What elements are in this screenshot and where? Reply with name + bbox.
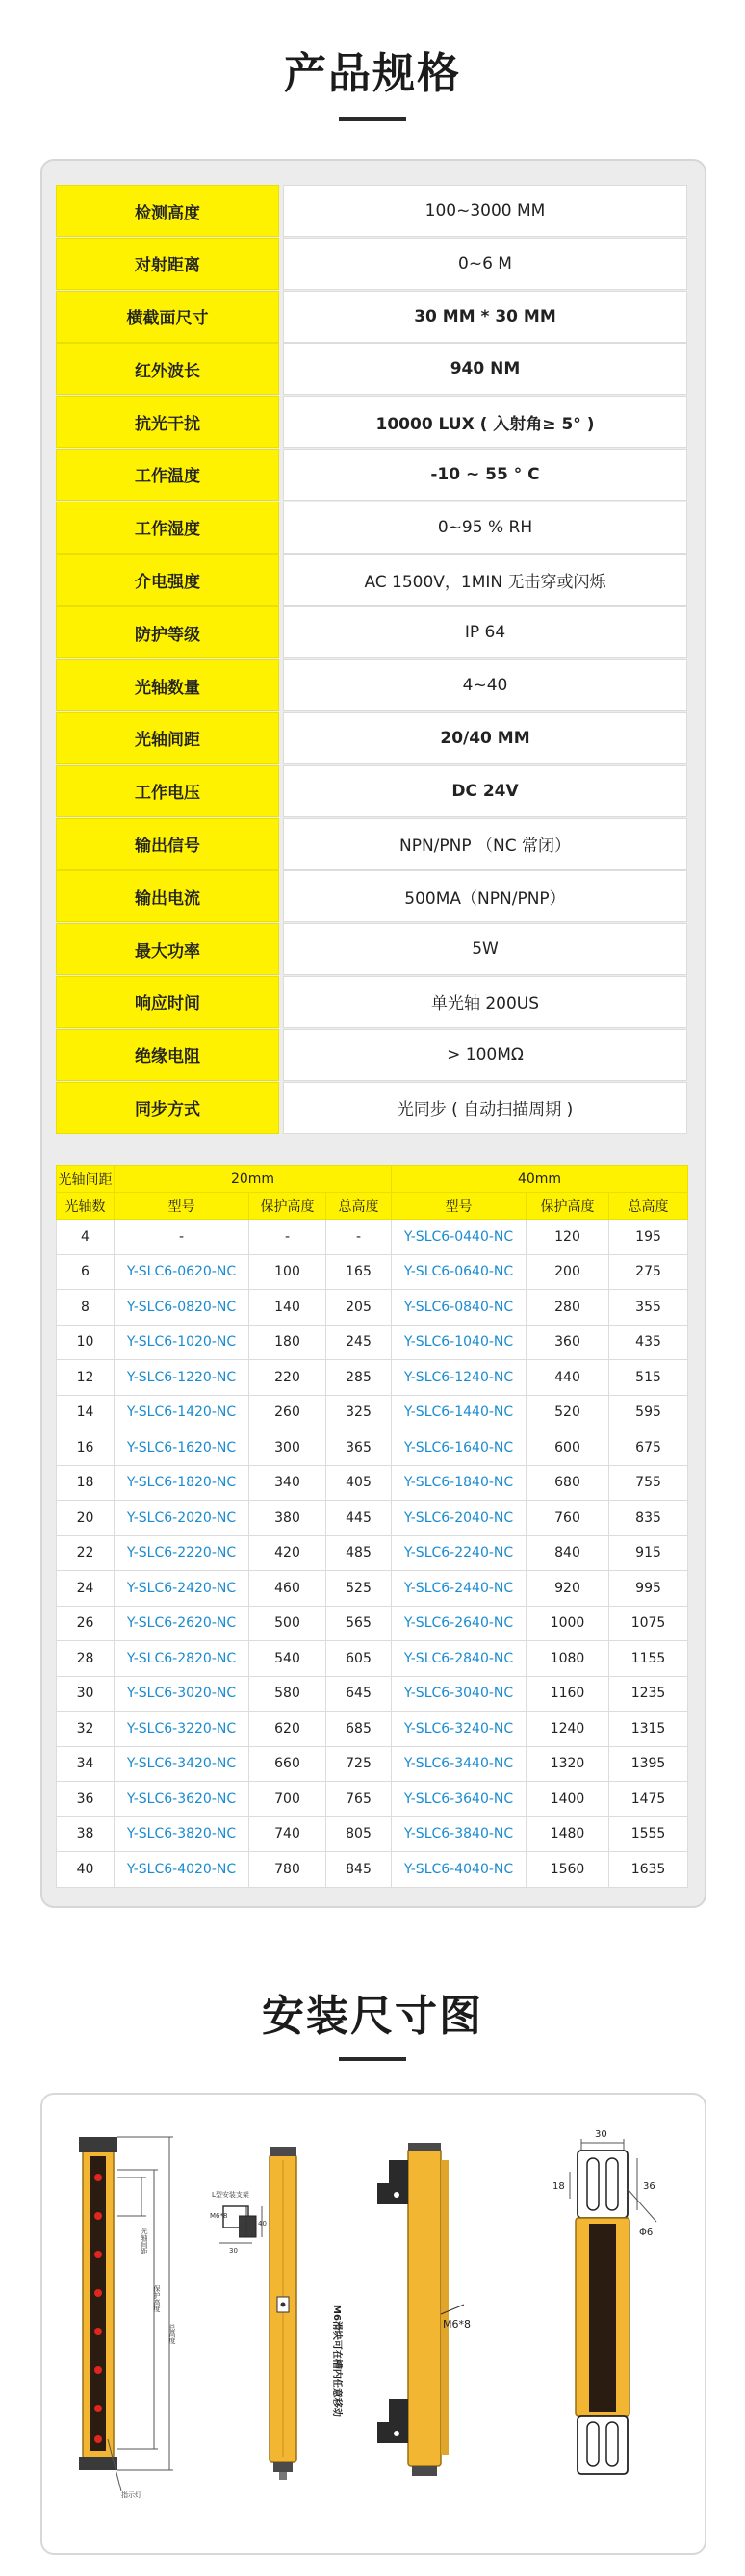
model-number: Y-SLC6-1440-NC	[392, 1395, 527, 1430]
table-cell: 1320	[527, 1746, 609, 1782]
model-number: Y-SLC6-1020-NC	[115, 1325, 249, 1360]
table-cell: 680	[527, 1465, 609, 1501]
spec-value: > 100MΩ	[283, 1029, 687, 1081]
model-number: Y-SLC6-3240-NC	[392, 1712, 527, 1747]
model-number: Y-SLC6-4020-NC	[115, 1852, 249, 1888]
table-row	[57, 1501, 688, 1536]
spec-value: 10000 LUX ( 入射角≥ 5° )	[283, 396, 687, 448]
model-number: Y-SLC6-2840-NC	[392, 1641, 527, 1677]
model-number: Y-SLC6-1840-NC	[392, 1465, 527, 1501]
table-cell: 340	[249, 1465, 326, 1501]
model-number: Y-SLC6-2420-NC	[115, 1571, 249, 1607]
table-cell: 280	[527, 1290, 609, 1326]
spec-row	[56, 870, 687, 922]
table-cell: 38	[57, 1816, 115, 1852]
spec-value: -10 ~ 55 ° C	[283, 449, 687, 501]
table-cell: 275	[609, 1254, 688, 1290]
table-cell: 995	[609, 1571, 688, 1607]
fig4-width-dim: 30	[595, 2129, 607, 2140]
spec-row	[56, 1029, 687, 1081]
table-row	[57, 1712, 688, 1747]
table-cell: 1560	[527, 1852, 609, 1888]
table-cell: 1240	[527, 1712, 609, 1747]
table-cell: 620	[249, 1712, 326, 1747]
table-cell: 380	[249, 1501, 326, 1536]
model-number: Y-SLC6-1040-NC	[392, 1325, 527, 1360]
fig1-pitch-label: 光轴间距	[141, 2228, 148, 2254]
table-cell: 515	[609, 1360, 688, 1396]
table-cell: 485	[326, 1535, 392, 1571]
table-cell: 675	[609, 1430, 688, 1466]
table-cell: 1475	[609, 1782, 688, 1817]
model-number: Y-SLC6-3040-NC	[392, 1676, 527, 1712]
table-cell: 445	[326, 1501, 392, 1536]
table-cell: 30	[57, 1676, 115, 1712]
spec-row	[56, 1082, 687, 1134]
table-cell: 34	[57, 1746, 115, 1782]
spec-value: 单光轴 200US	[283, 976, 687, 1028]
column-header: 型号	[115, 1193, 249, 1220]
table-row	[57, 1290, 688, 1326]
table-row	[57, 1430, 688, 1466]
spec-table	[56, 185, 687, 1134]
column-header: 保护高度	[527, 1193, 609, 1220]
table-cell: 120	[527, 1220, 609, 1255]
table-cell: 165	[326, 1254, 392, 1290]
table-cell: 1235	[609, 1676, 688, 1712]
spec-row	[56, 185, 687, 237]
spec-row	[56, 659, 687, 711]
table-cell: 200	[527, 1254, 609, 1290]
table-cell: 36	[57, 1782, 115, 1817]
model-number: Y-SLC6-1420-NC	[115, 1395, 249, 1430]
table-cell: 1555	[609, 1816, 688, 1852]
model-number: Y-SLC6-1640-NC	[392, 1430, 527, 1466]
spec-value: 光同步 ( 自动扫描周期 )	[283, 1082, 687, 1134]
sensor-bracket-view	[377, 2143, 464, 2476]
table-row	[57, 1816, 688, 1852]
table-cell: 1160	[527, 1676, 609, 1712]
spec-value: 30 MM * 30 MM	[283, 291, 687, 343]
table-row	[57, 1571, 688, 1607]
fig2-height-dim: 40	[258, 2220, 267, 2228]
column-header: 保护高度	[249, 1193, 326, 1220]
model-number: Y-SLC6-3640-NC	[392, 1782, 527, 1817]
spec-label: 光轴数量	[56, 659, 279, 711]
model-number: Y-SLC6-3420-NC	[115, 1746, 249, 1782]
model-number: Y-SLC6-2220-NC	[115, 1535, 249, 1571]
table-cell: 765	[326, 1782, 392, 1817]
sensor-front-view	[79, 2137, 173, 2491]
fig4-hole-dim: Φ6	[639, 2228, 654, 2238]
model-group-header	[57, 1166, 688, 1193]
table-cell: 365	[326, 1430, 392, 1466]
table-cell: 6	[57, 1254, 115, 1290]
model-number: Y-SLC6-0620-NC	[115, 1254, 249, 1290]
table-cell: 1635	[609, 1852, 688, 1888]
fig1-total-height-label: 总高度	[168, 2324, 176, 2344]
spec-row	[56, 396, 687, 448]
table-row	[57, 1641, 688, 1677]
table-cell: 845	[326, 1852, 392, 1888]
model-number: Y-SLC6-1240-NC	[392, 1360, 527, 1396]
spec-title-underline	[339, 117, 406, 121]
spec-row	[56, 606, 687, 658]
spec-row	[56, 291, 687, 343]
spec-label: 抗光干扰	[56, 396, 279, 448]
table-cell: 220	[249, 1360, 326, 1396]
dimension-title-underline	[339, 2057, 406, 2061]
fig2-bracket-label: L型安装支架	[212, 2191, 249, 2199]
spec-value: 100~3000 MM	[283, 185, 687, 237]
table-row	[57, 1535, 688, 1571]
table-cell: 4	[57, 1220, 115, 1255]
table-row	[57, 1606, 688, 1641]
table-cell: 435	[609, 1325, 688, 1360]
spec-row	[56, 502, 687, 554]
table-cell: -	[326, 1220, 392, 1255]
table-cell: 32	[57, 1712, 115, 1747]
table-row	[57, 1746, 688, 1782]
fig3-screw-label: M6*8	[443, 2318, 471, 2331]
spec-value: 4~40	[283, 659, 687, 711]
column-header: 总高度	[326, 1193, 392, 1220]
group-20mm-header: 20mm	[115, 1166, 392, 1193]
table-row	[57, 1395, 688, 1430]
model-number: Y-SLC6-3620-NC	[115, 1782, 249, 1817]
model-number: Y-SLC6-0440-NC	[392, 1220, 527, 1255]
table-cell: 245	[326, 1325, 392, 1360]
table-cell: 440	[527, 1360, 609, 1396]
table-cell: 1395	[609, 1746, 688, 1782]
table-cell: 595	[609, 1395, 688, 1430]
spec-label: 防护等级	[56, 606, 279, 658]
spec-label: 最大功率	[56, 923, 279, 975]
table-cell: 300	[249, 1430, 326, 1466]
table-cell: 915	[609, 1535, 688, 1571]
dimension-section-title: 安装尺寸图	[262, 1992, 483, 2041]
table-row	[57, 1254, 688, 1290]
table-cell: 525	[326, 1571, 392, 1607]
table-cell: 12	[57, 1360, 115, 1396]
table-cell: 760	[527, 1501, 609, 1536]
fig2-slider-note: M6滑块可在槽内任意移动	[331, 2305, 342, 2417]
spec-row	[56, 554, 687, 606]
group-40mm-header: 40mm	[392, 1166, 688, 1193]
table-cell: 740	[249, 1816, 326, 1852]
table-cell: 1480	[527, 1816, 609, 1852]
table-cell: 755	[609, 1465, 688, 1501]
table-cell: 600	[527, 1430, 609, 1466]
spec-row	[56, 343, 687, 395]
spec-section-title: 产品规格	[284, 49, 461, 98]
table-cell: 100	[249, 1254, 326, 1290]
table-cell: 8	[57, 1290, 115, 1326]
spec-row	[56, 238, 687, 290]
spec-value: 500MA（NPN/PNP）	[283, 870, 687, 922]
spec-label: 工作湿度	[56, 502, 279, 554]
model-number: Y-SLC6-3020-NC	[115, 1676, 249, 1712]
model-number: Y-SLC6-3440-NC	[392, 1746, 527, 1782]
table-cell: 805	[326, 1816, 392, 1852]
table-cell: 140	[249, 1290, 326, 1326]
table-cell: 1075	[609, 1606, 688, 1641]
spec-value: 0~95 % RH	[283, 502, 687, 554]
table-cell: 500	[249, 1606, 326, 1641]
table-cell: 18	[57, 1465, 115, 1501]
table-cell: 16	[57, 1430, 115, 1466]
table-cell: 920	[527, 1571, 609, 1607]
table-cell: 180	[249, 1325, 326, 1360]
table-cell: 645	[326, 1676, 392, 1712]
table-cell: -	[249, 1220, 326, 1255]
spec-label: 绝缘电阻	[56, 1029, 279, 1081]
spec-label: 检测高度	[56, 185, 279, 237]
spec-value: 940 NM	[283, 343, 687, 395]
model-number: Y-SLC6-1220-NC	[115, 1360, 249, 1396]
table-cell: -	[115, 1220, 249, 1255]
table-cell: 835	[609, 1501, 688, 1536]
table-cell: 685	[326, 1712, 392, 1747]
model-column-header	[57, 1193, 688, 1220]
table-cell: 605	[326, 1641, 392, 1677]
table-row	[57, 1360, 688, 1396]
spec-value: NPN/PNP （NC 常闭）	[283, 818, 687, 870]
table-cell: 700	[249, 1782, 326, 1817]
table-cell: 540	[249, 1641, 326, 1677]
spec-row	[56, 712, 687, 764]
spec-label: 输出信号	[56, 818, 279, 870]
spec-row	[56, 818, 687, 870]
spec-label: 介电强度	[56, 554, 279, 606]
column-header: 光轴数	[57, 1193, 115, 1220]
table-cell: 325	[326, 1395, 392, 1430]
table-row	[57, 1220, 688, 1255]
model-table	[56, 1165, 688, 1888]
table-row	[57, 1676, 688, 1712]
model-number: Y-SLC6-3840-NC	[392, 1816, 527, 1852]
model-number: Y-SLC6-2440-NC	[392, 1571, 527, 1607]
table-cell: 26	[57, 1606, 115, 1641]
model-number: Y-SLC6-3220-NC	[115, 1712, 249, 1747]
table-cell: 360	[527, 1325, 609, 1360]
table-cell: 420	[249, 1535, 326, 1571]
model-number: Y-SLC6-2240-NC	[392, 1535, 527, 1571]
table-cell: 660	[249, 1746, 326, 1782]
fig4-slot-dim: 18	[552, 2181, 565, 2192]
model-number: Y-SLC6-2820-NC	[115, 1641, 249, 1677]
table-cell: 405	[326, 1465, 392, 1501]
model-number: Y-SLC6-0640-NC	[392, 1254, 527, 1290]
spec-row	[56, 976, 687, 1028]
table-cell: 1155	[609, 1641, 688, 1677]
spec-label: 对射距离	[56, 238, 279, 290]
fig4-height-dim: 36	[643, 2181, 655, 2192]
table-cell: 780	[249, 1852, 326, 1888]
table-cell: 40	[57, 1852, 115, 1888]
table-cell: 1080	[527, 1641, 609, 1677]
table-cell: 580	[249, 1676, 326, 1712]
fig2-screw-label: M6*8	[210, 2212, 228, 2220]
column-header: 型号	[392, 1193, 527, 1220]
table-cell: 195	[609, 1220, 688, 1255]
table-cell: 1000	[527, 1606, 609, 1641]
spec-value: 5W	[283, 923, 687, 975]
fig2-width-dim: 30	[229, 2247, 238, 2254]
pitch-header: 光轴间距	[57, 1166, 115, 1193]
spec-value: IP 64	[283, 606, 687, 658]
model-number: Y-SLC6-4040-NC	[392, 1852, 527, 1888]
spec-label: 光轴间距	[56, 712, 279, 764]
table-cell: 205	[326, 1290, 392, 1326]
spec-label: 响应时间	[56, 976, 279, 1028]
fig1-indicator-label: 指示灯	[121, 2491, 141, 2499]
spec-label: 横截面尺寸	[56, 291, 279, 343]
fig1-protect-height-label: 保护高度	[153, 2285, 161, 2312]
model-number: Y-SLC6-3820-NC	[115, 1816, 249, 1852]
model-number: Y-SLC6-0840-NC	[392, 1290, 527, 1326]
table-row	[57, 1782, 688, 1817]
spec-value: AC 1500V，1MIN 无击穿或闪烁	[283, 554, 687, 606]
table-cell: 20	[57, 1501, 115, 1536]
spec-row	[56, 765, 687, 817]
table-cell: 1315	[609, 1712, 688, 1747]
spec-label: 同步方式	[56, 1082, 279, 1134]
model-number: Y-SLC6-1820-NC	[115, 1465, 249, 1501]
spec-value: 0~6 M	[283, 238, 687, 290]
table-cell: 565	[326, 1606, 392, 1641]
table-cell: 1400	[527, 1782, 609, 1817]
table-row	[57, 1465, 688, 1501]
model-number: Y-SLC6-2020-NC	[115, 1501, 249, 1536]
table-row	[57, 1852, 688, 1888]
table-cell: 10	[57, 1325, 115, 1360]
spec-label: 工作温度	[56, 449, 279, 501]
model-number: Y-SLC6-2620-NC	[115, 1606, 249, 1641]
spec-value: 20/40 MM	[283, 712, 687, 764]
spec-label: 工作电压	[56, 765, 279, 817]
model-number: Y-SLC6-2040-NC	[392, 1501, 527, 1536]
table-cell: 725	[326, 1746, 392, 1782]
table-cell: 840	[527, 1535, 609, 1571]
table-cell: 460	[249, 1571, 326, 1607]
spec-value: DC 24V	[283, 765, 687, 817]
column-header: 总高度	[609, 1193, 688, 1220]
model-number: Y-SLC6-1620-NC	[115, 1430, 249, 1466]
table-cell: 24	[57, 1571, 115, 1607]
spec-row	[56, 923, 687, 975]
model-number: Y-SLC6-2640-NC	[392, 1606, 527, 1641]
dimension-drawings	[40, 2093, 706, 2555]
spec-row	[56, 449, 687, 501]
table-cell: 285	[326, 1360, 392, 1396]
table-row	[57, 1325, 688, 1360]
table-cell: 28	[57, 1641, 115, 1677]
table-cell: 22	[57, 1535, 115, 1571]
table-cell: 355	[609, 1290, 688, 1326]
table-cell: 260	[249, 1395, 326, 1430]
spec-label: 输出电流	[56, 870, 279, 922]
spec-label: 红外波长	[56, 343, 279, 395]
table-cell: 14	[57, 1395, 115, 1430]
table-cell: 520	[527, 1395, 609, 1430]
model-number: Y-SLC6-0820-NC	[115, 1290, 249, 1326]
